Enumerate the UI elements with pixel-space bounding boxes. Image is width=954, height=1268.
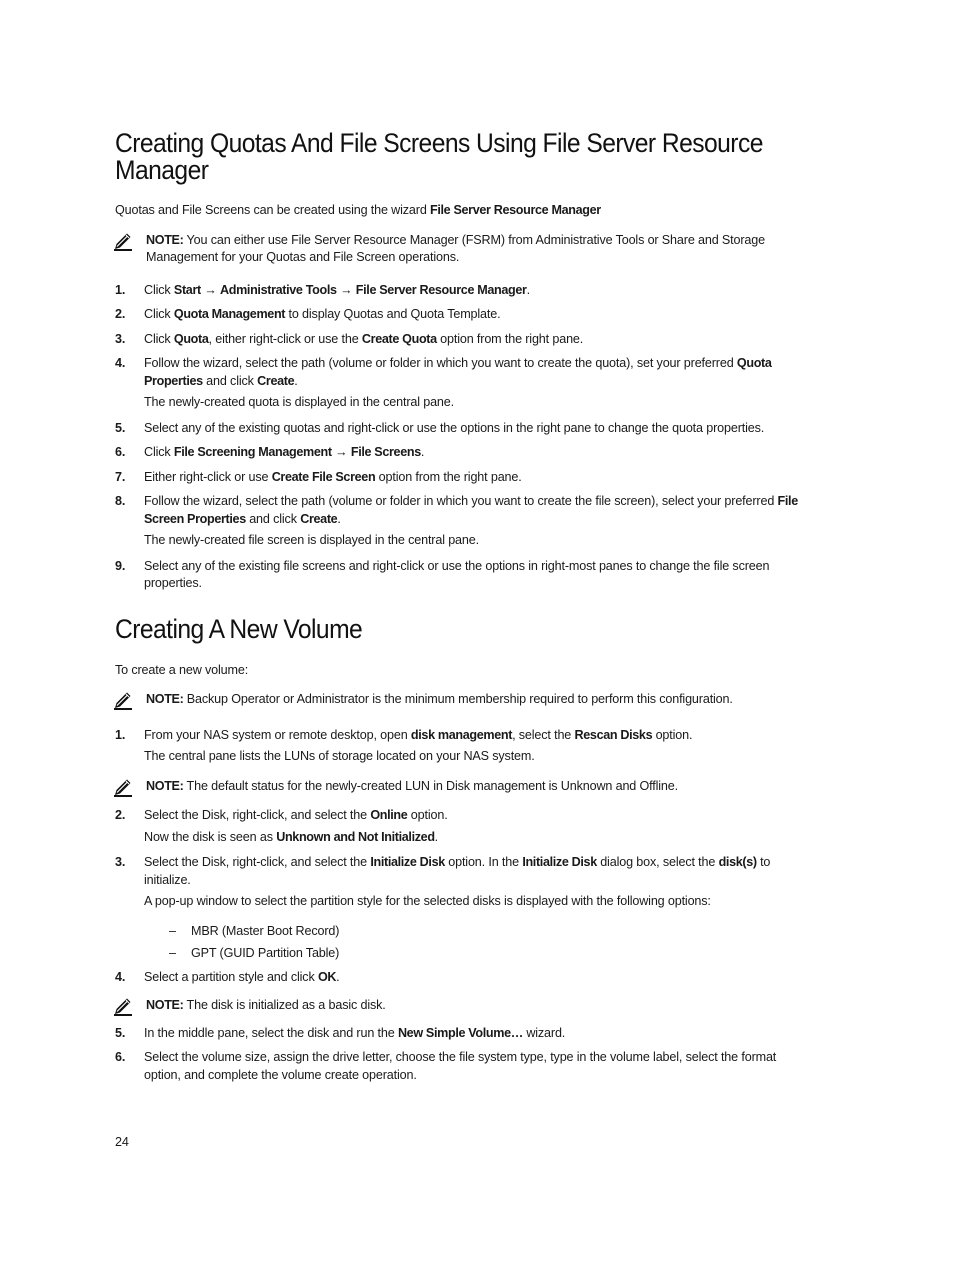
step-bold: File Screening Management [173, 445, 332, 459]
note-membership [115, 691, 810, 709]
step-number: 6. [115, 1050, 126, 1064]
section-title-new-volume: Creating A New Volume [115, 613, 363, 644]
dash-bullet: – [169, 923, 176, 938]
section-title-quotas: Creating Quotas And File Screens Using File Server Resource Manager [115, 128, 763, 185]
step-number: 4. [115, 969, 126, 984]
note-basic-disk [115, 997, 810, 1015]
step-text: option from the right pane. [436, 331, 584, 346]
intro-paragraph-volume: To create a new volume: [115, 662, 249, 677]
note-text: The default status for the newly-created LUN in Disk management is Unknown and Offline. [183, 778, 678, 793]
step-subtext: The newly-created quota is displayed in the central pane. [144, 395, 454, 409]
option-text: MBR (Master Boot Record) [191, 923, 340, 938]
volume-steps-list-2 [115, 807, 810, 911]
note-label: NOTE: [146, 692, 184, 706]
list-item [115, 493, 810, 550]
note-fsrm [115, 232, 810, 267]
list-item [115, 923, 810, 941]
arrow-text: → [200, 282, 220, 297]
list-item [115, 282, 810, 300]
step-bold: Start [173, 282, 201, 297]
step-text: Select any of the existing quotas and right-click or use the options in the right pane to change the quota properties. [144, 420, 765, 435]
list-item [115, 854, 810, 911]
list-item [115, 558, 810, 593]
step-bold: File Server Resource Manager [355, 282, 527, 297]
step-text: From your NAS system or remote desktop, open [144, 727, 411, 742]
pencil-icon [112, 776, 134, 798]
step-subtext: The central pane lists the LUNs of storage located on your NAS system. [144, 749, 535, 763]
volume-steps-list [115, 727, 810, 766]
note-text: You can either use File Server Resource Manager (FSRM) from Administrative Tools or Share and Storage Management for your Quotas and File Screen operations. [146, 232, 765, 264]
step-text: Click [144, 307, 174, 321]
note-label: NOTE: [146, 232, 184, 247]
list-item [115, 420, 810, 438]
step-bold: Quota Properties [144, 356, 772, 388]
step-number: 8. [115, 494, 126, 508]
list-item [115, 331, 810, 349]
step-text: and click [202, 373, 258, 388]
step-text: In the middle pane, select the disk and run the [144, 1025, 398, 1040]
step-bold: File Screen Properties [144, 494, 798, 526]
step-text: option. In the [444, 855, 523, 869]
note-label: NOTE: [146, 998, 184, 1012]
step-bold: Unknown and Not Initialized [276, 829, 435, 844]
quota-steps-list [115, 282, 810, 593]
pencil-icon [112, 995, 134, 1017]
step-text: . [526, 282, 530, 297]
step-bold: Quota Management [173, 307, 286, 321]
step-number: 9. [115, 558, 126, 573]
step-text: Select the Disk, right-click, and select the [144, 808, 371, 822]
step-text: . [336, 969, 340, 984]
step-number: 6. [115, 445, 126, 459]
step-text: to display Quotas and Quota Template. [285, 307, 501, 321]
step-text: . [294, 373, 298, 388]
step-bold: Create [300, 511, 338, 526]
step-bold: disk management [410, 727, 513, 742]
step-bold: New Simple Volume… [397, 1025, 523, 1040]
list-item [115, 727, 810, 766]
step-text: option from the right pane. [375, 469, 522, 484]
step-number: 1. [115, 727, 126, 742]
pencil-icon [112, 689, 134, 711]
step-number: 4. [115, 356, 126, 370]
step-text: Click [144, 445, 174, 459]
list-item [115, 355, 810, 412]
step-text: Click [144, 331, 174, 346]
list-item [115, 807, 810, 846]
step-number: 5. [115, 1025, 126, 1040]
note-label: NOTE: [146, 778, 184, 793]
step-bold: Create [257, 373, 295, 388]
step-number: 3. [115, 331, 126, 346]
step-bold: Create Quota [361, 331, 437, 346]
step-bold: Initialize Disk [522, 855, 597, 869]
step-bold: Administrative Tools [220, 282, 337, 297]
intro-text: Quotas and File Screens can be created using the wizard [115, 203, 431, 217]
note-default-status [115, 778, 810, 796]
pencil-icon [112, 230, 134, 252]
partition-options [115, 923, 810, 963]
step-text: to initialize. [144, 855, 771, 887]
step-bold: OK [317, 969, 337, 984]
step-text: Select the volume size, assign the drive letter, choose the file system type, type in the volume label, select the format option, and complete the volume create operation. [144, 1050, 777, 1082]
step-text: wizard. [522, 1025, 566, 1040]
intro-bold: File Server Resource Manager [430, 203, 601, 217]
step-text: Either right-click or use [144, 469, 272, 484]
step-text: Click [144, 282, 174, 297]
step-text: option. [652, 727, 693, 742]
step-subtext: The newly-created file screen is displayed in the central pane. [144, 533, 479, 547]
arrow-text: → [331, 445, 351, 459]
list-item [115, 945, 810, 963]
step-bold: File Screens [350, 445, 421, 459]
list-item [115, 1025, 810, 1043]
step-text: . [337, 511, 341, 526]
step-text: Now the disk is seen as [144, 829, 277, 844]
step-subtext [144, 829, 810, 847]
step-number: 1. [115, 282, 126, 297]
step-number: 3. [115, 855, 126, 869]
step-text: Select any of the existing file screens and right-click or use the options in right-most panes to change the file screen properties. [144, 558, 770, 590]
list-item [115, 444, 810, 462]
intro-paragraph [115, 202, 810, 220]
step-bold: Quota [173, 331, 209, 346]
page-content [115, 130, 810, 1084]
dash-bullet: – [169, 946, 176, 960]
step-text: , select the [512, 727, 575, 742]
arrow-text: → [336, 282, 356, 297]
step-text: and click [245, 511, 301, 526]
step-text: . [420, 445, 425, 459]
step-bold: Online [370, 808, 408, 822]
step-number: 7. [115, 469, 126, 484]
step-text: . [434, 829, 439, 844]
step-bold: Initialize Disk [370, 855, 445, 869]
step-text: Follow the wizard, select the path (volume or folder in which you want to create the file screen), select your preferred [144, 494, 778, 508]
step-text: Select a partition style and click [144, 969, 318, 984]
option-text: GPT (GUID Partition Table) [191, 946, 340, 960]
step-bold: disk(s) [718, 855, 757, 869]
volume-steps-list-3 [115, 969, 810, 987]
note-text: Backup Operator or Administrator is the minimum membership required to perform this configuration. [183, 692, 733, 706]
step-text: , either right-click or use the [208, 331, 362, 346]
list-item [115, 969, 810, 987]
step-number: 2. [115, 808, 126, 822]
list-item [115, 306, 810, 324]
step-text: Follow the wizard, select the path (volume or folder in which you want to create the quota), set your preferred [144, 356, 737, 370]
step-text: option. [407, 808, 448, 822]
note-text: The disk is initialized as a basic disk. [183, 998, 386, 1012]
list-item [115, 1049, 810, 1084]
list-item [115, 469, 810, 487]
page-number: 24 [115, 1135, 129, 1149]
step-text: dialog box, select the [596, 855, 719, 869]
step-text: Select the Disk, right-click, and select the [144, 855, 371, 869]
step-subtext: A pop-up window to select the partition style for the selected disks is displayed with the following options: [144, 894, 711, 908]
step-bold: Rescan Disks [574, 727, 653, 742]
step-number: 5. [115, 420, 126, 435]
volume-steps-list-4 [115, 1025, 810, 1085]
step-bold: Create File Screen [271, 469, 376, 484]
step-number: 2. [115, 307, 126, 321]
